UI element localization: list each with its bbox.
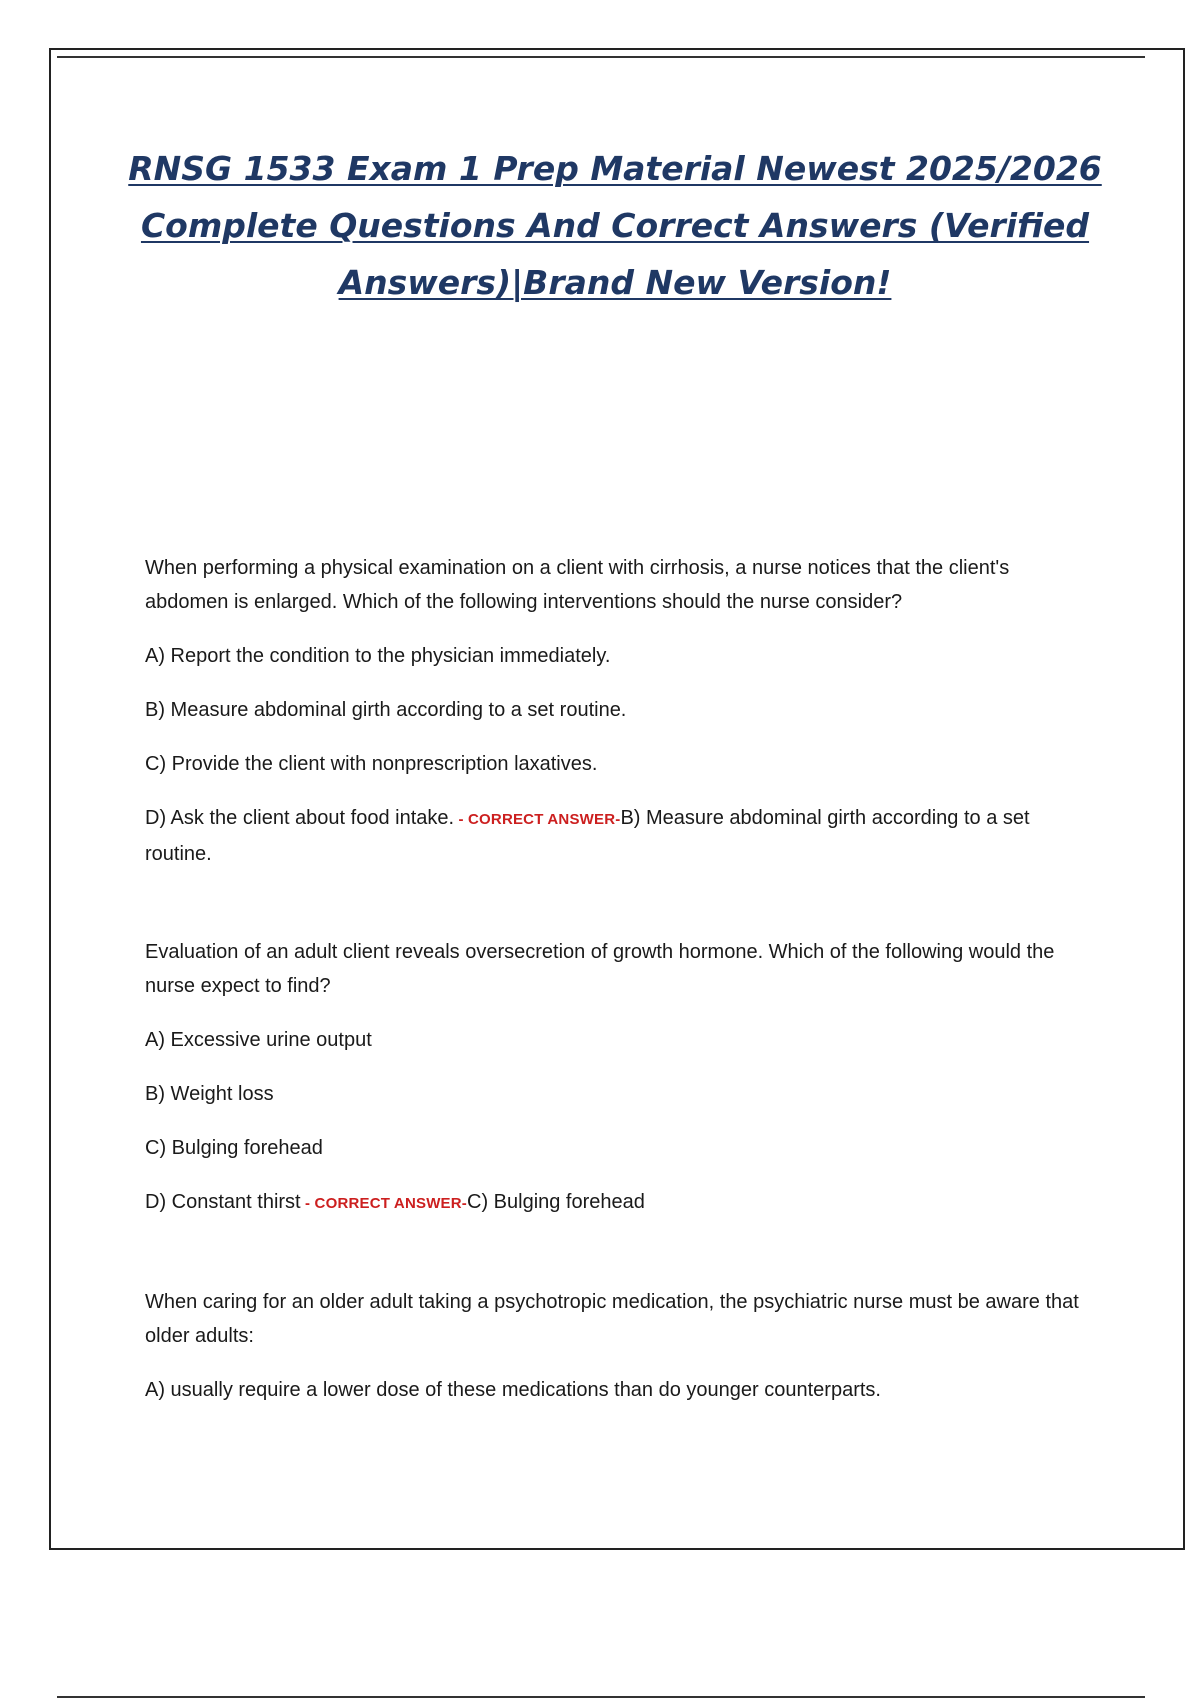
correct-answer-label: CORRECT ANSWER — [314, 1195, 462, 1212]
correct-answer-text: B) Measure abdominal girth according to a set routine. — [145, 807, 1030, 865]
document-title: RNSG 1533 Exam 1 Prep Material Newest 2025/2026 Complete Questions And Correct Answers (Verified Answers)|Brand New Version! — [128, 149, 1102, 302]
question-text: When caring for an older adult taking a psychotropic medication, the psychiatric nurse must be aware that older adults: — [145, 1291, 1079, 1347]
option-d-with-answer — [145, 1185, 1085, 1221]
question-text: When performing a physical examination on a client with cirrhosis, a nurse notices that the client's abdomen is enlarged. Which of the following interventions should the nurse consider? — [145, 557, 1010, 613]
option-d: D) Constant thirst — [145, 1191, 301, 1213]
option-c: C) Provide the client with nonprescription laxatives. — [145, 753, 598, 775]
header-rule — [57, 56, 1145, 58]
answer-separator: - — [454, 811, 469, 828]
correct-answer-text: C) Bulging forehead — [467, 1191, 645, 1213]
answer-separator: - — [615, 811, 621, 828]
answer-separator: - — [461, 1195, 467, 1212]
option-c: C) Bulging forehead — [145, 1137, 323, 1159]
option-a: A) Report the condition to the physician immediately. — [145, 645, 611, 667]
answer-separator: - — [300, 1195, 315, 1212]
document-body — [145, 551, 1085, 1407]
option-b: B) Weight loss — [145, 1083, 274, 1105]
correct-answer-label: CORRECT ANSWER — [468, 811, 616, 828]
option-d: D) Ask the client about food intake. — [145, 807, 455, 829]
option-a: A) usually require a lower dose of these medications than do younger counterparts. — [145, 1379, 881, 1401]
footer-rule — [57, 1696, 1145, 1698]
question-2 — [145, 935, 1085, 1221]
option-d-with-answer — [145, 801, 1085, 871]
question-1 — [145, 551, 1085, 871]
option-a: A) Excessive urine output — [145, 1029, 372, 1051]
option-b: B) Measure abdominal girth according to a set routine. — [145, 699, 627, 721]
question-3 — [145, 1285, 1085, 1407]
question-text: Evaluation of an adult client reveals oversecretion of growth hormone. Which of the following would the nurse expect to find? — [145, 941, 1055, 997]
